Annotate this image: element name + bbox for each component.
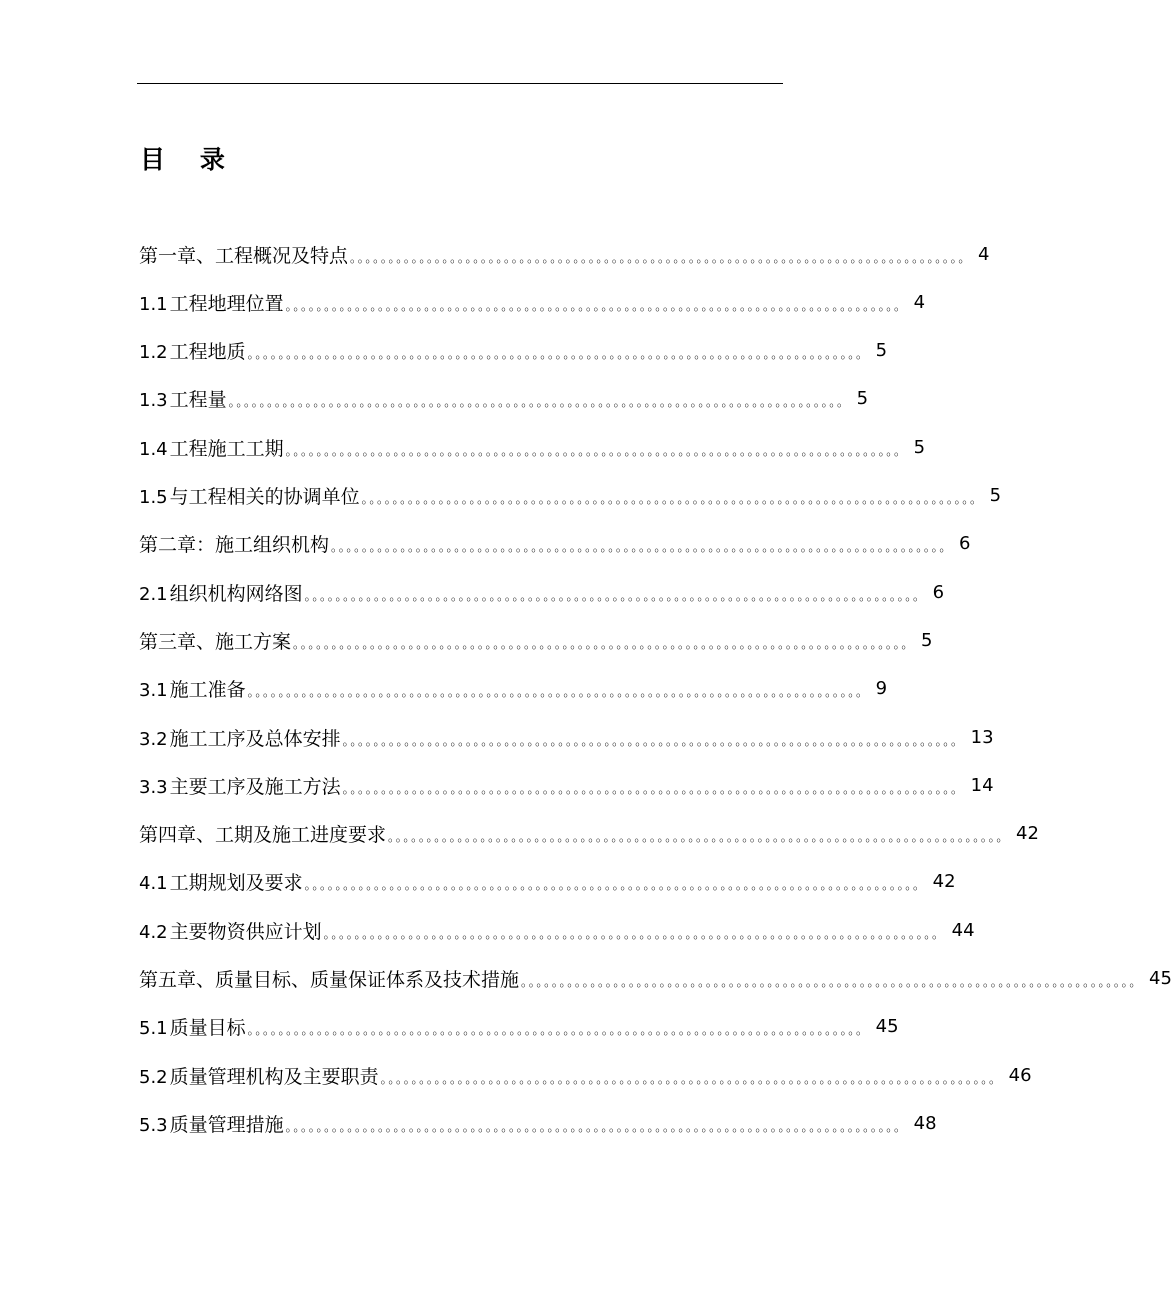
- toc-entry[interactable]: [139, 912, 975, 948]
- toc-entry-text: 主要工序及施工方法: [169, 775, 341, 798]
- toc-entry[interactable]: [139, 767, 994, 803]
- toc-entry[interactable]: [139, 284, 926, 320]
- toc-entry[interactable]: [139, 816, 1039, 852]
- toc-entry-page: 48: [913, 1112, 937, 1134]
- toc-entry[interactable]: [139, 864, 956, 900]
- toc-entry[interactable]: [139, 1105, 937, 1141]
- toc-entry-number: 1.5: [139, 487, 168, 508]
- toc-leader-dots: 。。。。。。。。。。。。。。。。。。。。。。。。。。。。。。。。。。。。。。。。。。。。。。。。。。。。。。。。。。。。。。。。。。。。。。。。。。。。。。。。: [285, 298, 908, 313]
- toc-entry-number: 3.2: [139, 728, 168, 750]
- toc-entry-text: 质量目标: [169, 1017, 246, 1040]
- toc-entry[interactable]: [139, 236, 990, 272]
- toc-leader-dots: 。。。。。。。。。。。。。。。。。。。。。。。。。。。。。。。。。。。。。。。。。。。。。。。。。。。。。。。。。。。。。。。。。。。。。。。。。。。。。。。。: [380, 1071, 1003, 1086]
- toc-entry-page: 5: [856, 388, 869, 410]
- toc-entry-text: 与工程相关的协调单位: [169, 486, 360, 508]
- toc-entry-number: 5.2: [139, 1066, 168, 1088]
- toc-entry-number: 4.1: [139, 873, 168, 895]
- toc-entry-number: 1.2: [139, 342, 168, 364]
- toc-entry-page: 44: [951, 919, 975, 941]
- toc-entry-label: [139, 724, 341, 751]
- toc-entry-label: [139, 627, 291, 654]
- toc-entry-label: [139, 1013, 246, 1040]
- toc-entry[interactable]: [139, 622, 933, 658]
- toc-entry-page: 6: [959, 533, 971, 555]
- toc-leader-dots: 。。。。。。。。。。。。。。。。。。。。。。。。。。。。。。。。。。。。。。。。。。。。。。。。。。。。。。。。。。。。。。。。。。。。。。。。。。。。。。。。: [247, 685, 870, 700]
- toc-entry-label: [139, 675, 246, 702]
- toc-entry-page: 45: [1149, 968, 1172, 989]
- toc-entry[interactable]: [139, 478, 1002, 514]
- toc-leader-dots: 。。。。。。。。。。。。。。。。。。。。。。。。。。。。。。。。。。。。。。。。。。。。。。。。。。。。。。。。。。。。。。。。。。。。。。。。。。。。。。。。: [342, 781, 965, 796]
- toc-leader-dots: 。。。。。。。。。。。。。。。。。。。。。。。。。。。。。。。。。。。。。。。。。。。。。。。。。。。。。。。。。。。。。。。。。。。。。。。。。。。。。。。。: [228, 395, 851, 410]
- toc-entry-text: 施工工序及总体安排: [169, 727, 341, 750]
- toc-entry-number: 4.2: [139, 921, 168, 943]
- toc-entry-number: 3.3: [139, 776, 168, 798]
- toc-leader-dots: 。。。。。。。。。。。。。。。。。。。。。。。。。。。。。。。。。。。。。。。。。。。。。。。。。。。。。。。。。。。。。。。。。。。。。。。。。。。。。。。。: [304, 878, 927, 893]
- toc-entry-text: 第五章、质量目标、质量保证体系及技术措施: [139, 969, 520, 991]
- toc-entry-label: [139, 289, 284, 316]
- toc-entry-page: 5: [875, 340, 888, 362]
- toc-entry-page: 5: [913, 436, 926, 458]
- toc-leader-dots: 。。。。。。。。。。。。。。。。。。。。。。。。。。。。。。。。。。。。。。。。。。。。。。。。。。。。。。。。。。。。。。。。。。。。。。。。。。。。。。。。: [304, 588, 927, 603]
- toc-entry-text: 工程施工工期: [169, 437, 284, 460]
- toc-entry[interactable]: [139, 1057, 1032, 1093]
- toc-entry[interactable]: [139, 961, 1172, 997]
- toc-leader-dots: 。。。。。。。。。。。。。。。。。。。。。。。。。。。。。。。。。。。。。。。。。。。。。。。。。。。。。。。。。。。。。。。。。。。。。。。。。。。。。。。。: [323, 926, 946, 941]
- toc-entry[interactable]: [139, 526, 971, 562]
- toc-leader-dots: 。。。。。。。。。。。。。。。。。。。。。。。。。。。。。。。。。。。。。。。。。。。。。。。。。。。。。。。。。。。。。。。。。。。。。。。。。。。。。。。。: [247, 1023, 870, 1038]
- toc-entry-label: [139, 917, 322, 944]
- toc-entry[interactable]: [139, 1009, 899, 1045]
- toc-entry-page: 5: [921, 629, 933, 651]
- toc-entry-page: 45: [875, 1016, 899, 1038]
- toc-entry[interactable]: [139, 671, 888, 707]
- toc-entry-text: 工期规划及要求: [169, 872, 303, 895]
- toc-entry-text: 第二章：施工组织机构: [139, 534, 330, 557]
- toc-entry-page: 4: [913, 291, 926, 313]
- toc-entry-page: 46: [1008, 1064, 1032, 1086]
- toc-entry-text: 第四章、工期及施工进度要求: [139, 824, 387, 847]
- toc-entry[interactable]: [139, 333, 888, 369]
- toc-entry-number: 1.1: [139, 293, 168, 315]
- toc-entry-number: 1.4: [139, 438, 168, 460]
- toc-leader-dots: 。。。。。。。。。。。。。。。。。。。。。。。。。。。。。。。。。。。。。。。。。。。。。。。。。。。。。。。。。。。。。。。。。。。。。。。。。。。。。。。。: [361, 492, 984, 506]
- toc-entry-number: 1.3: [139, 390, 168, 412]
- toc-entry-label: [139, 820, 386, 847]
- toc-entry-page: 13: [970, 726, 994, 748]
- toc-entry-text: 质量管理机构及主要职责: [169, 1065, 379, 1088]
- toc-leader-dots: 。。。。。。。。。。。。。。。。。。。。。。。。。。。。。。。。。。。。。。。。。。。。。。。。。。。。。。。。。。。。。。。。。。。。。。。。。。。。。。。。: [388, 830, 1011, 845]
- toc-title: 目 录: [140, 145, 225, 174]
- toc-entry-label: [139, 385, 227, 412]
- toc-leader-dots: 。。。。。。。。。。。。。。。。。。。。。。。。。。。。。。。。。。。。。。。。。。。。。。。。。。。。。。。。。。。。。。。。。。。。。。。。。。。。。。。。: [293, 636, 916, 651]
- toc-entry-text: 第一章、工程概况及特点: [139, 244, 349, 267]
- toc-entry[interactable]: [139, 429, 926, 465]
- toc-entry-text: 质量管理措施: [169, 1113, 284, 1136]
- toc-entry-label: [139, 241, 348, 268]
- toc-entry-label: [139, 434, 284, 461]
- toc-entry-label: [139, 337, 246, 364]
- toc-entry-text: 第三章、施工方案: [139, 630, 292, 653]
- toc-entry-label: [139, 1062, 379, 1089]
- toc-entry-page: 9: [875, 678, 888, 700]
- toc-entry-label: [139, 965, 519, 992]
- toc-entry-label: [139, 579, 303, 606]
- toc-entry-page: 5: [989, 485, 1002, 506]
- toc-entry-number: 3.1: [139, 680, 168, 702]
- toc-entry-label: [139, 1110, 284, 1137]
- toc-entry-text: 组织机构网络图: [169, 582, 303, 605]
- toc-entry-text: 施工准备: [169, 679, 246, 702]
- toc-leader-dots: 。。。。。。。。。。。。。。。。。。。。。。。。。。。。。。。。。。。。。。。。。。。。。。。。。。。。。。。。。。。。。。。。。。。。。。。。。。。。。。。。: [331, 540, 954, 555]
- toc-entry-number: 5.1: [139, 1018, 168, 1040]
- toc-entry[interactable]: [139, 719, 994, 755]
- toc-entry-label: [139, 530, 329, 557]
- toc-leader-dots: 。。。。。。。。。。。。。。。。。。。。。。。。。。。。。。。。。。。。。。。。。。。。。。。。。。。。。。。。。。。。。。。。。。。。。。。。。。。。。。。。: [350, 250, 973, 265]
- toc-entry-label: [139, 868, 303, 895]
- toc-entry-text: 工程地质: [169, 341, 246, 364]
- toc-entry-text: 工程地理位置: [169, 292, 284, 315]
- toc-leader-dots: 。。。。。。。。。。。。。。。。。。。。。。。。。。。。。。。。。。。。。。。。。。。。。。。。。。。。。。。。。。。。。。。。。。。。。。。。。。。。。。。。: [285, 1119, 908, 1134]
- toc-entry-text: 主要物资供应计划: [169, 920, 322, 943]
- toc-leader-dots: 。。。。。。。。。。。。。。。。。。。。。。。。。。。。。。。。。。。。。。。。。。。。。。。。。。。。。。。。。。。。。。。。。。。。。。。。。。。。。。。。: [521, 975, 1144, 989]
- toc-entry-number: 5.3: [139, 1114, 168, 1136]
- toc-leader-dots: 。。。。。。。。。。。。。。。。。。。。。。。。。。。。。。。。。。。。。。。。。。。。。。。。。。。。。。。。。。。。。。。。。。。。。。。。。。。。。。。。: [247, 347, 870, 362]
- toc-entry-text: 工程量: [169, 389, 227, 412]
- header-rule: [137, 83, 783, 84]
- toc-entry-page: 4: [978, 243, 990, 265]
- toc-entry[interactable]: [139, 381, 869, 417]
- toc-leader-dots: 。。。。。。。。。。。。。。。。。。。。。。。。。。。。。。。。。。。。。。。。。。。。。。。。。。。。。。。。。。。。。。。。。。。。。。。。。。。。。。。。: [342, 733, 965, 748]
- toc-entry[interactable]: [139, 574, 945, 610]
- toc-entry-label: [139, 482, 360, 509]
- toc-entry-page: 42: [932, 871, 956, 893]
- toc-leader-dots: 。。。。。。。。。。。。。。。。。。。。。。。。。。。。。。。。。。。。。。。。。。。。。。。。。。。。。。。。。。。。。。。。。。。。。。。。。。。。。。。。: [285, 443, 908, 458]
- toc-entry-label: [139, 772, 341, 799]
- toc-entry-page: 6: [932, 581, 945, 603]
- toc-entry-number: 2.1: [139, 583, 168, 605]
- toc-entry-page: 14: [970, 774, 994, 796]
- toc-entry-page: 42: [1016, 823, 1039, 845]
